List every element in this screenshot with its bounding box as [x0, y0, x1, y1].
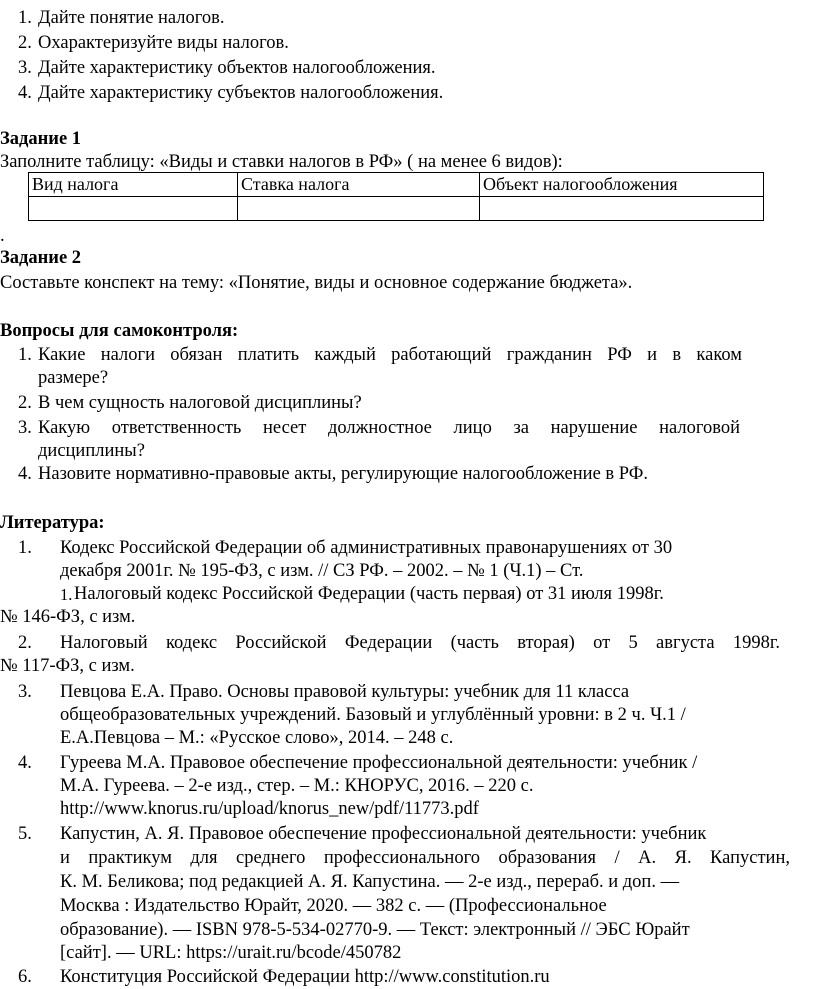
literature-item-continuation: и практикум для среднего профессионального образования / А. Я. Капустин, [60, 848, 790, 868]
literature-item-continuation: Москва : Издательство Юрайт, 2020. — 382 с. — (Профессиональное [60, 896, 607, 916]
literature-item-continuation: образование). — ISBN 978-5-534-02770-9. — Текст: электронный // ЭБС Юрайт [60, 920, 690, 940]
list-item-continuation: дисциплины? [38, 441, 145, 461]
list-number: 2. [18, 393, 32, 413]
list-item: В чем сущность налоговой дисциплины? [38, 393, 362, 413]
literature-item-continuation: [сайт]. — URL: https://urait.ru/bcode/450782 [60, 943, 402, 963]
list-number: 4. [18, 464, 32, 484]
list-item: Охарактеризуйте виды налогов. [38, 33, 289, 53]
table-cell[interactable] [29, 197, 238, 221]
task2-title: Задание 2 [0, 248, 82, 268]
table-header-cell: Вид налога [29, 173, 238, 197]
tax-types-table [28, 172, 764, 221]
literature-item-continuation: К. М. Беликова; под редакцией А. Я. Капустина. — 2-е изд., перераб. и доп. — [60, 872, 680, 892]
stray-dot: . [0, 226, 5, 246]
table-header-cell: Объект налогообложения [480, 173, 764, 197]
task1-text: Заполните таблицу: «Виды и ставки налогов в РФ» ( на менее 6 видов): [0, 152, 563, 172]
table-row [29, 197, 764, 221]
selfcheck-title: Вопросы для самоконтроля: [0, 321, 239, 341]
literature-item-continuation: № 117-ФЗ, с изм. [0, 656, 135, 676]
knorus-link[interactable]: http://www.knorus.ru/upload/knorus_new/pdf/11773.pdf [60, 799, 479, 819]
list-number: 3. [18, 682, 32, 702]
literature-title: Литература: [0, 513, 105, 533]
list-number: 1. [18, 538, 32, 558]
task2-text: Составьте конспект на тему: «Понятие, виды и основное содержание бюджета». [0, 273, 633, 293]
list-number: 4. [18, 83, 32, 103]
literature-item: Налоговый кодекс Российской Федерации (часть первая) от 31 июля 1998г. [74, 584, 664, 604]
literature-item: Капустин, А. Я. Правовое обеспечение профессиональной деятельности: учебник [60, 824, 707, 844]
literature-item: Кодекс Российской Федерации об административных правонарушениях от 30 [60, 538, 673, 558]
list-number: 1. [18, 8, 32, 28]
task1-title: Задание 1 [0, 129, 82, 149]
list-item: Какие налоги обязан платить каждый работающий гражданин РФ и в каком [38, 345, 742, 365]
list-number: 3. [18, 58, 32, 78]
list-number: 2. [18, 33, 32, 53]
list-item: Дайте характеристику объектов налогообложения. [38, 58, 436, 78]
list-item: Какую ответственность несет должностное лицо за нарушение налоговой [38, 418, 740, 438]
list-number: 6. [18, 967, 32, 987]
list-number: 1. [18, 345, 32, 365]
literature-item-continuation: общеобразовательных учреждений. Базовый и углублённый уровни: в 2 ч. Ч.1 / [60, 705, 686, 725]
literature-item-continuation: Е.А.Певцова – М.: «Русское слово», 2014. – 248 с. [60, 728, 454, 748]
literature-item: Гуреева М.А. Правовое обеспечение профессиональной деятельности: учебник / [60, 753, 698, 773]
table-cell[interactable] [238, 197, 480, 221]
list-item: Дайте характеристику субъектов налогообложения. [38, 83, 444, 103]
list-number: 2. [18, 633, 32, 653]
list-number: 5. [18, 824, 32, 844]
list-number: 3. [18, 418, 32, 438]
table-header-row [29, 173, 764, 197]
list-item: Дайте понятие налогов. [38, 8, 225, 28]
literature-item: Певцова Е.А. Право. Основы правовой культуры: учебник для 11 класса [60, 682, 630, 702]
list-number: 1. [60, 585, 73, 604]
list-number: 4. [18, 753, 32, 773]
list-item-continuation: размере? [38, 368, 109, 388]
literature-item-continuation: № 146-ФЗ, с изм. [0, 607, 136, 627]
list-item: Назовите нормативно-правовые акты, регулирующие налогообложение в РФ. [38, 464, 648, 484]
table-cell[interactable] [480, 197, 764, 221]
table-header-cell: Ставка налога [238, 173, 480, 197]
literature-item-continuation: М.А. Гуреева. – 2-е изд., стер. – М.: КНОРУС, 2016. – 220 с. [60, 776, 534, 796]
literature-item-continuation: декабря 2001г. № 195-ФЗ, с изм. // СЗ РФ. – 2002. – № 1 (Ч.1) – Ст. [60, 561, 584, 581]
literature-item: Налоговый кодекс Российской Федерации (часть вторая) от 5 августа 1998г. [60, 633, 780, 653]
literature-item: Конституция Российской Федерации http://www.constitution.ru [60, 967, 550, 987]
